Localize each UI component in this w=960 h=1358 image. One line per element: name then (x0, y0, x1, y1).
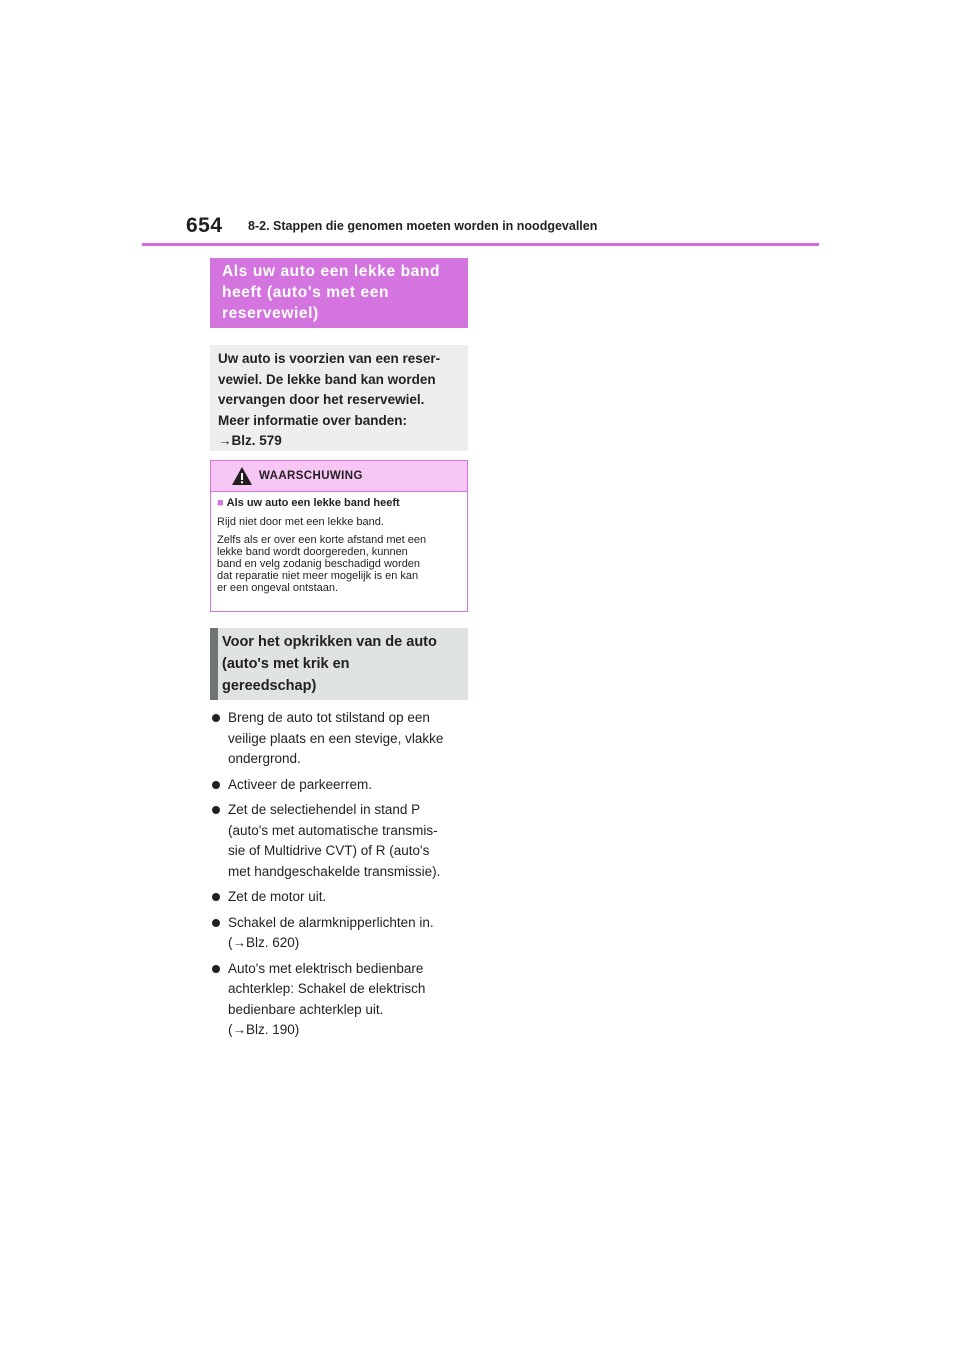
list-line: Activeer de parkeerrem. (228, 776, 373, 792)
list-line: veilige plaats en een stevige, vlakke (228, 730, 444, 746)
list-line: Schakel de alarmknipperlichten in. (228, 914, 434, 930)
intro-line: vewiel. De lekke band kan worden (218, 371, 436, 387)
section-title: 8-2. Stappen die genomen moeten worden in noodgevallen (248, 219, 598, 233)
intro-line: vervangen door het reservewiel. (218, 392, 425, 407)
list-line: achterklep: Schakel de elektrisch (228, 981, 426, 996)
list-line: met handgeschakelde transmissie). (228, 863, 441, 879)
warning-box (210, 460, 468, 612)
list-line: sie of Multidrive CVT) of R (auto's (228, 843, 430, 858)
warning-line: lekke band wordt doorgereden, kunnen (217, 546, 408, 558)
list-line: (auto's met automatische transmis- (228, 822, 438, 838)
intro-box (210, 345, 468, 451)
warning-header (211, 461, 467, 492)
warning-line: Zelfs als er over een korte afstand met een (217, 534, 427, 546)
intro-line: Uw auto is voorzien van een reser- (218, 351, 441, 366)
list-line: Zet de selectiehendel in stand P (228, 802, 421, 817)
heading-line: (auto's met krik en (222, 656, 350, 672)
warning-line: dat reparatie niet meer mogelijk is en kan (217, 570, 419, 582)
warning-triangle-icon (231, 466, 253, 491)
list-item (210, 959, 470, 1041)
list-item (210, 887, 470, 908)
list-item (210, 775, 470, 796)
warning-subheading (217, 497, 461, 509)
heading-line: heeft (auto's met een (222, 284, 390, 301)
square-bullet-icon: ■ (217, 497, 224, 509)
list-item (210, 708, 470, 770)
header-divider (142, 243, 819, 246)
warning-paragraph (217, 534, 461, 594)
list-line: Zet de motor uit. (228, 889, 327, 904)
heading-line: Voor het opkrikken van de auto (222, 634, 437, 650)
intro-line: Meer informatie over banden: (218, 412, 408, 428)
warning-body (211, 492, 467, 594)
page-number: 654 (186, 214, 223, 237)
list-line: (→Blz. 620) (228, 935, 300, 950)
list-item (210, 913, 470, 954)
list-line: Breng de auto tot stilstand op een (228, 710, 430, 725)
warning-title: WAARSCHUWING (259, 470, 363, 482)
step-list (210, 708, 470, 1046)
warning-subheading-text: Als uw auto een lekke band heeft (226, 497, 400, 509)
heading-line: reservewiel) (222, 305, 319, 322)
list-line: bedienbare achterklep uit. (228, 1001, 384, 1017)
heading-jacking (210, 628, 468, 700)
heading-line: Als uw auto een lekke band (222, 263, 441, 280)
list-line: Auto's met elektrisch bedienbare (228, 960, 424, 976)
list-item (210, 800, 470, 882)
intro-page-ref: →Blz. 579 (218, 433, 282, 448)
list-line: ondergrond. (228, 751, 301, 766)
list-line: (→Blz. 190) (228, 1022, 300, 1037)
warning-paragraph: Rijd niet door met een lekke band. (217, 516, 384, 528)
warning-line: er een ongeval ontstaan. (217, 582, 339, 594)
heading-line: gereedschap) (222, 678, 317, 694)
warning-line: band en velg zodanig beschadigd worden (217, 558, 421, 570)
heading-spare-tire (210, 258, 468, 328)
